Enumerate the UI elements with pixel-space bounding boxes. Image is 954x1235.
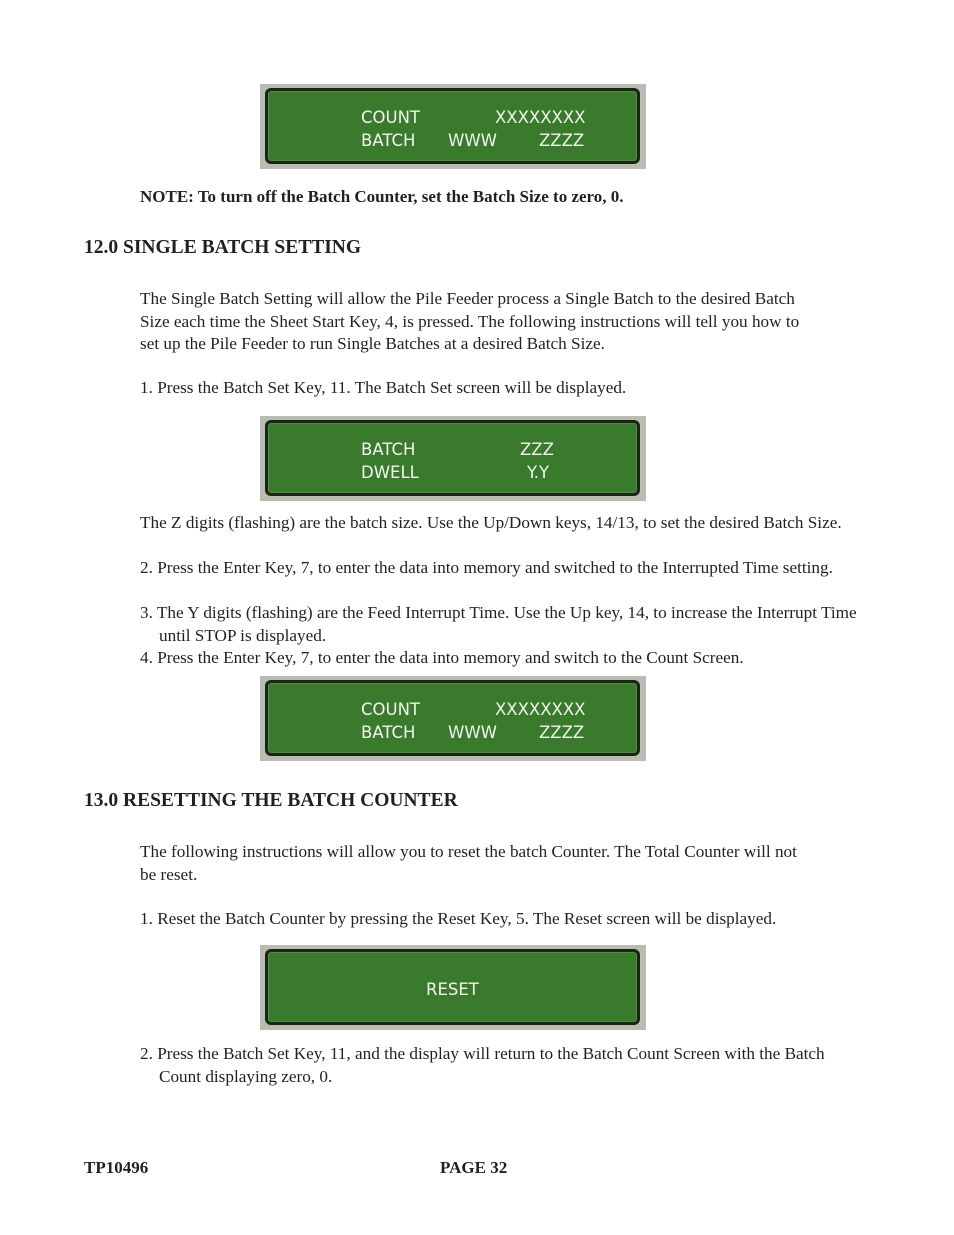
lcd-label-batch: BATCH <box>361 723 416 742</box>
lcd-label-count: COUNT <box>361 108 421 127</box>
section-13-heading: 13.0 RESETTING THE BATCH COUNTER <box>84 790 458 811</box>
lcd-value-count: XXXXXXXX <box>495 700 586 719</box>
section-12-intro <box>140 288 870 356</box>
section-12-step-1: 1. Press the Batch Set Key, 11. The Batch Set screen will be displayed. <box>140 378 627 397</box>
z-digits-text: The Z digits (flashing) are the batch size. Use the Up/Down keys, 14/13, to set the desired Batch Size. <box>140 513 842 532</box>
intro-line: set up the Pile Feeder to run Single Batches at a desired Batch Size. <box>140 334 605 353</box>
lcd-display-batch-set <box>260 416 646 501</box>
lcd-value-www: WWW <box>448 723 497 742</box>
lcd-label-batch: BATCH <box>361 440 416 459</box>
intro-line: The following instructions will allow you to reset the batch Counter. The Total Counter will not <box>140 842 797 861</box>
lcd-value-zzz: ZZZ <box>520 440 554 459</box>
intro-line: be reset. <box>140 864 198 884</box>
section-13-intro <box>140 841 870 886</box>
lcd-label-count: COUNT <box>361 700 421 719</box>
section-13-step-2: 2. Press the Batch Set Key, 11, and the display will return to the Batch Count Screen with the Batch Count displaying zero, 0. <box>140 1044 825 1086</box>
lcd-value-count: XXXXXXXX <box>495 108 586 127</box>
section-13-step-1: 1. Reset the Batch Counter by pressing the Reset Key, 5. The Reset screen will be displayed. <box>140 909 777 928</box>
intro-line: The Single Batch Setting will allow the Pile Feeder process a Single Batch to the desired Batch <box>140 289 795 308</box>
lcd-value-yy: Y.Y <box>527 463 550 482</box>
lcd-reset-text: RESET <box>426 980 479 999</box>
section-12-step-2: 2. Press the Enter Key, 7, to enter the data into memory and switched to the Interrupted Time setting. <box>140 558 833 577</box>
lcd-value-batch: ZZZZ <box>539 131 585 150</box>
lcd-label-batch: BATCH <box>361 131 416 150</box>
footer-page-number: PAGE 32 <box>440 1158 508 1177</box>
section-12-step-3: 3. The Y digits (flashing) are the Feed Interrupt Time. Use the Up key, 14, to increase the Interrupt Time until STOP is displayed. <box>140 603 857 645</box>
lcd-display-count <box>260 84 646 169</box>
lcd-display-count <box>260 676 646 761</box>
footer-doc-id: TP10496 <box>84 1158 149 1177</box>
lcd-label-dwell: DWELL <box>361 463 419 482</box>
lcd-value-batch: ZZZZ <box>539 723 585 742</box>
lcd-value-www: WWW <box>448 131 497 150</box>
lcd-display-reset <box>260 945 646 1030</box>
section-12-heading: 12.0 SINGLE BATCH SETTING <box>84 237 362 258</box>
intro-line: Size each time the Sheet Start Key, 4, is pressed. The following instructions will tell you how to <box>140 311 800 331</box>
section-12-step-4: 4. Press the Enter Key, 7, to enter the data into memory and switch to the Count Screen. <box>140 648 744 667</box>
note-text: NOTE: To turn off the Batch Counter, set the Batch Size to zero, 0. <box>140 187 624 206</box>
